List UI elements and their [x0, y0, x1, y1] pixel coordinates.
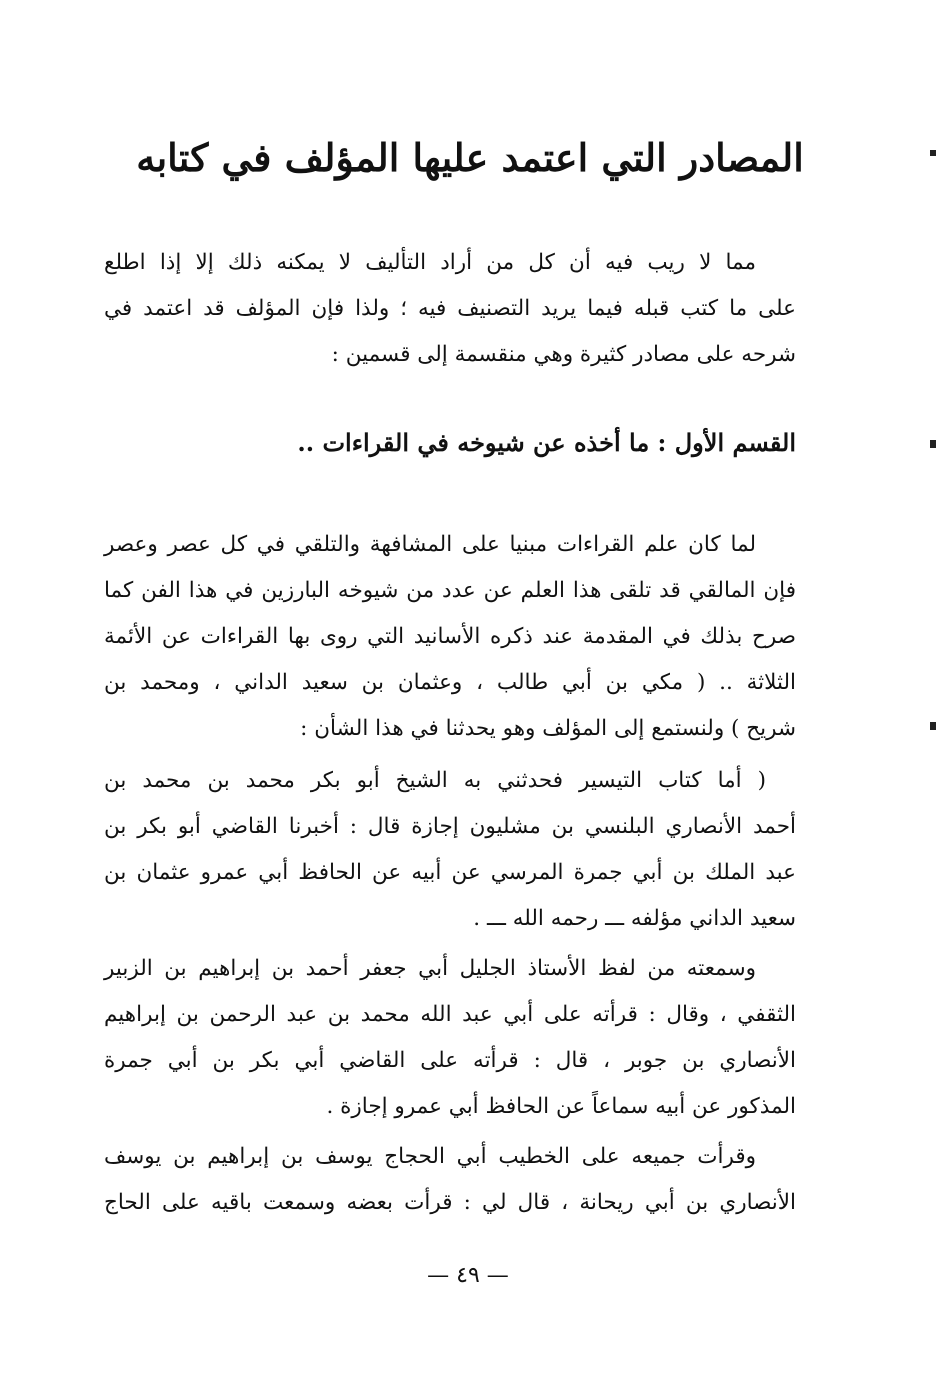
text-line: مما لا ريب فيه أن كل من أراد التأليف لا يمكنه ذلك إلا إذا اطلع — [104, 250, 756, 275]
scan-edge-mark — [930, 150, 936, 156]
text-line: لما كان علم القراءات مبنيا على المشافهة والتلقي في كل عصر وعصر — [104, 532, 756, 557]
page-title: المصادر التي اعتمد عليها المؤلف في كتابه — [136, 135, 804, 180]
scan-edge-mark — [930, 722, 936, 730]
scan-edge-mark — [930, 440, 936, 448]
text-line: الثلاثة .. ( مكي بن أبي طالب ، وعثمان بن سعيد الداني ، ومحمد بن — [104, 670, 796, 695]
text-line: فإن المالقي قد تلقى هذا العلم عن عدد من شيوخه البارزين في هذا الفن كما — [104, 578, 796, 603]
text-line: الثقفي ، وقال : قرأته على أبي عبد الله محمد بن عبد الرحمن بن إبراهيم — [104, 1002, 796, 1027]
intro-paragraph — [104, 240, 796, 378]
text-line: الأنصاري بن أبي ريحانة ، قال لي : قرأت بعضه وسمعت باقيه على الحاج — [104, 1190, 796, 1215]
text-line: أحمد الأنصاري البلنسي بن مشليون إجازة قال : أخبرنا القاضي أبو بكر بن — [104, 814, 796, 839]
paragraph-1 — [104, 522, 796, 752]
paragraph-3 — [104, 946, 796, 1130]
text-line: وسمعته من لفظ الأستاذ الجليل أبي جعفر أحمد بن إبراهيم بن الزبير — [104, 956, 756, 981]
section-heading: القسم الأول : ما أخذه عن شيوخه في القراءات .. — [297, 428, 796, 457]
text-line: على ما كتب قبله فيما يريد التصنيف فيه ؛ ولذا فإن المؤلف قد اعتمد في — [104, 296, 796, 321]
text-line: صرح بذلك في المقدمة عند ذكره الأسانيد التي روى بها القراءات عن الأئمة — [104, 624, 796, 649]
text-line: عبد الملك بن أبي جمرة المرسي عن أبيه عن الحافظ أبي عمرو عثمان بن — [104, 860, 796, 885]
text-line: ( أما كتاب التيسير فحدثني به الشيخ أبو بكر محمد بن محمد بن — [104, 768, 766, 793]
text-line: سعيد الداني مؤلفه ـــ رحمه الله ـــ . — [473, 906, 796, 931]
page-number: — ٤٩ — — [427, 1263, 509, 1288]
text-line: شرحه على مصادر كثيرة وهي منقسمة إلى قسمين : — [331, 342, 796, 367]
text-line: المذكور عن أبيه سماعاً عن الحافظ أبي عمرو إجازة . — [326, 1094, 796, 1119]
paragraph-2 — [104, 758, 796, 942]
paragraph-4 — [104, 1134, 796, 1226]
text-line: وقرأت جميعه على الخطيب أبي الحجاج يوسف بن إبراهيم بن يوسف — [104, 1144, 756, 1169]
text-line: شريح ) ولنستمع إلى المؤلف وهو يحدثنا في هذا الشأن : — [300, 716, 796, 741]
text-line: الأنصاري بن جوبر ، قال : قرأته على القاضي أبي بكر بن أبي جمرة — [104, 1048, 796, 1073]
